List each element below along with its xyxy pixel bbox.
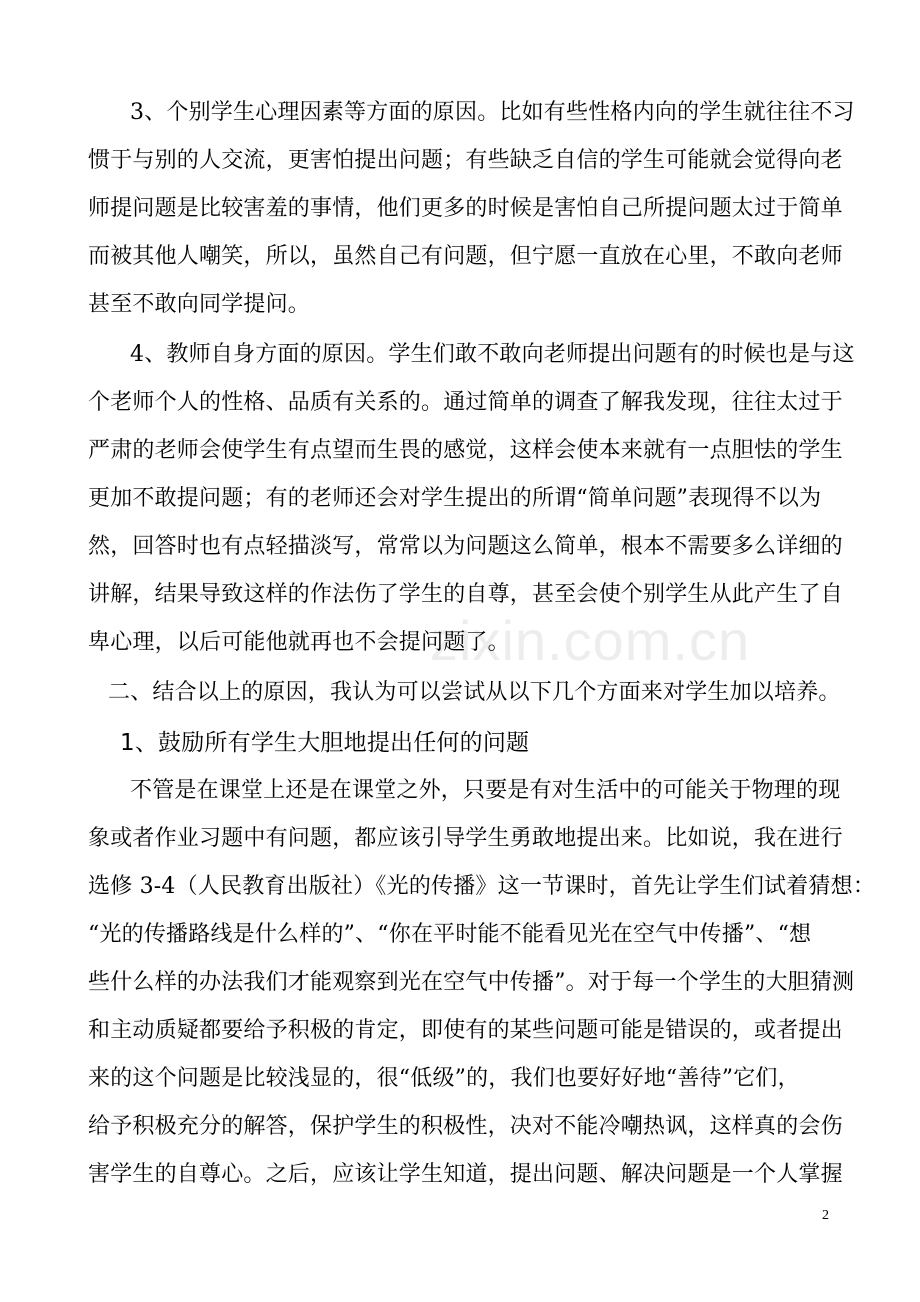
paragraph-line: 3、个别学生心理因素等方面的原因。比如有些性格内向的学生就往往不习: [130, 100, 855, 125]
paragraph-line: 更加不敢提问题；有的老师还会对学生提出的所谓“简单问题”表现得不以为: [88, 486, 822, 511]
paragraph-line: 4、教师自身方面的原因。学生们敢不敢向老师提出问题有的时候也是与这: [130, 342, 855, 367]
paragraph-line: 惯于与别的人交流，更害怕提出问题；有些缺乏自信的学生可能就会觉得向老: [88, 148, 843, 173]
subsection-heading: 1、鼓励所有学生大胆地提出任何的问题: [120, 730, 530, 756]
paragraph-line: 不管是在课堂上还是在课堂之外，只要是有对生活中的可能关于物理的现: [130, 778, 841, 803]
paragraph-line: 选修 3-4（人民教育出版社）《光的传播》这一节课时，首先让学生们试着猜想：: [88, 874, 876, 899]
paragraph-line: 些什么样的办法我们才能观察到光在空气中传播”。对于每一个学生的大胆猜测: [88, 970, 855, 995]
paragraph-line: 然，回答时也有点轻描淡写，常常以为问题这么简单，根本不需要多么详细的: [88, 534, 843, 559]
paragraph-line: 讲解，结果导致这样的作法伤了学生的自尊，甚至会使个别学生从此产生了自: [88, 582, 843, 607]
paragraph-line: 来的这个问题是比较浅显的，很“低级”的，我们也要好好地“善待”它们，: [88, 1066, 800, 1091]
page-number: 2: [822, 1208, 829, 1223]
paragraph-line: 给予积极充分的解答，保护学生的积极性，决对不能冷嘲热讽，这样真的会伤: [88, 1114, 843, 1139]
section-heading: 二、结合以上的原因，我认为可以尝试从以下几个方面来对学生加以培养。: [108, 680, 841, 705]
watermark-text: zixin.com.cn: [430, 609, 751, 672]
paragraph-line: 个老师个人的性格、品质有关系的。通过简单的调查了解我发现，往往太过于: [88, 390, 843, 415]
paragraph-line: “光的传播路线是什么样的”、“你在平时能不能看见光在空气中传播”、“想: [88, 922, 812, 947]
paragraph-line: 害学生的自尊心。之后，应该让学生知道，提出问题、解决问题是一个人掌握: [88, 1162, 843, 1187]
paragraph-line: 严肃的老师会使学生有点望而生畏的感觉，这样会使本来就有一点胆怯的学生: [88, 438, 843, 463]
paragraph-line: 象或者作业习题中有问题，都应该引导学生勇敢地提出来。比如说，我在进行: [88, 826, 843, 851]
paragraph-line: 而被其他人嘲笑，所以，虽然自己有问题，但宁愿一直放在心里，不敢向老师: [88, 244, 843, 269]
paragraph-line: 卑心理，以后可能他就再也不会提问题了。: [88, 630, 510, 655]
paragraph-line: 甚至不敢向同学提问。: [88, 292, 311, 317]
paragraph-line: 师提问题是比较害羞的事情，他们更多的时候是害怕自己所提问题太过于简单: [88, 196, 843, 221]
paragraph-line: 和主动质疑都要给予积极的肯定，即使有的某些问题可能是错误的，或者提出: [88, 1018, 843, 1043]
